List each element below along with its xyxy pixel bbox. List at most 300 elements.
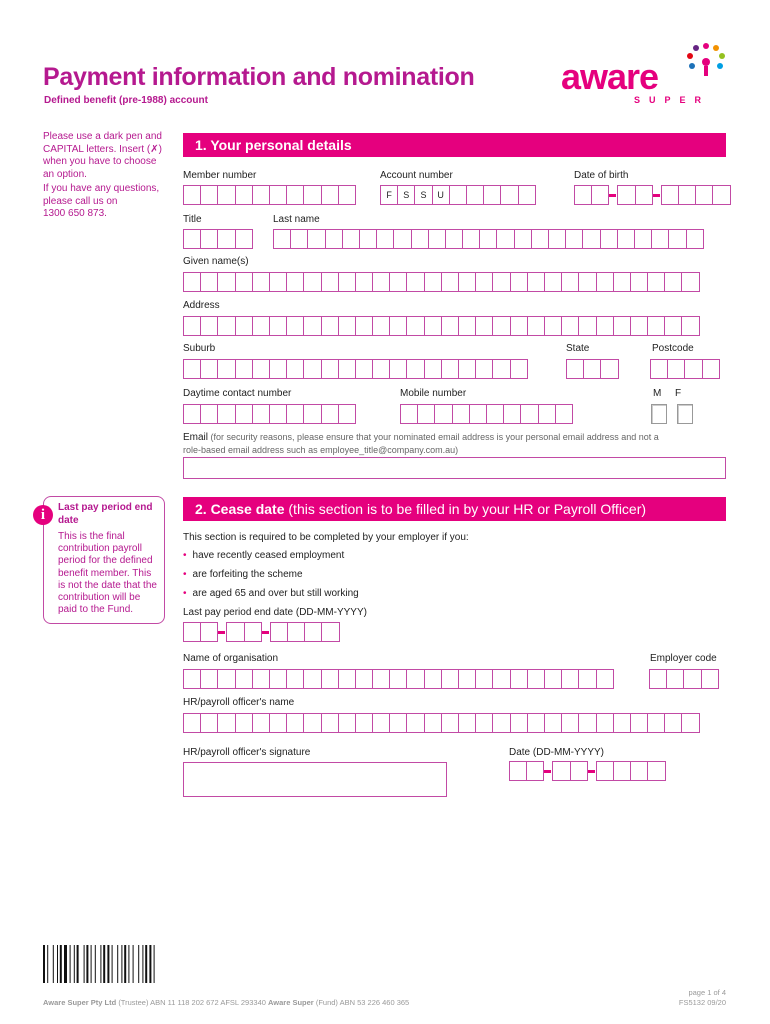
questions-text: If you have any questions, please call us on xyxy=(43,183,160,207)
email-field[interactable] xyxy=(183,457,726,479)
char-box[interactable] xyxy=(235,229,253,249)
char-box[interactable] xyxy=(359,229,377,249)
char-box[interactable] xyxy=(321,622,339,642)
char-box[interactable] xyxy=(526,761,544,781)
last-name-field[interactable] xyxy=(273,229,703,249)
char-box[interactable] xyxy=(269,669,287,689)
date-separator xyxy=(608,185,617,205)
char-box[interactable] xyxy=(200,316,218,336)
account-number-label: Account number xyxy=(380,170,453,181)
char-box[interactable] xyxy=(226,622,244,642)
suburb-field[interactable] xyxy=(183,359,527,379)
char-box[interactable] xyxy=(600,229,618,249)
char-box[interactable] xyxy=(338,404,356,424)
char-box[interactable] xyxy=(355,669,373,689)
last-name-label: Last name xyxy=(273,214,320,225)
char-box[interactable] xyxy=(452,404,470,424)
char-box[interactable] xyxy=(252,272,270,292)
char-box[interactable] xyxy=(552,761,570,781)
char-box[interactable] xyxy=(406,316,424,336)
email-note-1: (for security reasons, please ensure that your nominated email address is your personal email address and not a xyxy=(210,432,659,442)
char-box[interactable] xyxy=(252,404,270,424)
char-box[interactable] xyxy=(303,272,321,292)
signature-date-field[interactable] xyxy=(509,761,665,781)
char-box[interactable] xyxy=(406,272,424,292)
char-box[interactable] xyxy=(661,185,679,205)
char-box[interactable] xyxy=(600,359,618,379)
char-box[interactable] xyxy=(475,316,493,336)
section2-heading-main: 2. Cease date xyxy=(195,501,285,517)
char-box[interactable] xyxy=(200,359,218,379)
char-box[interactable] xyxy=(217,185,235,205)
char-box[interactable] xyxy=(417,404,435,424)
char-box[interactable] xyxy=(406,359,424,379)
char-box[interactable] xyxy=(681,316,699,336)
char-box[interactable] xyxy=(479,229,497,249)
char-box[interactable] xyxy=(548,229,566,249)
char-box[interactable] xyxy=(217,359,235,379)
char-box[interactable] xyxy=(583,359,601,379)
postcode-field[interactable] xyxy=(650,359,719,379)
last-pay-label: Last pay period end date (DD-MM-YYYY) xyxy=(183,607,367,618)
char-box[interactable] xyxy=(321,713,339,733)
char-box[interactable] xyxy=(527,669,545,689)
char-box[interactable] xyxy=(400,404,418,424)
char-box[interactable] xyxy=(531,229,549,249)
char-box[interactable] xyxy=(389,669,407,689)
char-box[interactable] xyxy=(424,272,442,292)
char-box[interactable] xyxy=(462,229,480,249)
char-box[interactable] xyxy=(338,272,356,292)
char-box[interactable] xyxy=(183,404,201,424)
char-box[interactable] xyxy=(510,713,528,733)
char-box[interactable] xyxy=(321,316,339,336)
officer-name-label: HR/payroll officer's name xyxy=(183,697,295,708)
char-box[interactable] xyxy=(372,713,390,733)
suburb-label: Suburb xyxy=(183,343,216,354)
char-box[interactable] xyxy=(570,761,588,781)
char-box[interactable] xyxy=(338,185,356,205)
char-box[interactable] xyxy=(649,669,667,689)
char-box[interactable] xyxy=(469,404,487,424)
char-box[interactable] xyxy=(338,316,356,336)
char-box[interactable] xyxy=(544,316,562,336)
char-box[interactable]: F xyxy=(380,185,398,205)
char-box[interactable] xyxy=(702,359,720,379)
char-box[interactable] xyxy=(492,713,510,733)
date-separator xyxy=(587,761,596,781)
char-box[interactable] xyxy=(269,272,287,292)
char-box[interactable] xyxy=(647,272,665,292)
char-box[interactable] xyxy=(561,669,579,689)
char-box[interactable] xyxy=(544,272,562,292)
char-box[interactable] xyxy=(441,713,459,733)
char-box[interactable] xyxy=(424,359,442,379)
char-box[interactable] xyxy=(183,622,201,642)
given-names-label: Given name(s) xyxy=(183,256,249,267)
char-box[interactable] xyxy=(509,761,527,781)
char-box[interactable] xyxy=(668,229,686,249)
char-box[interactable] xyxy=(270,622,288,642)
section2-intro: This section is required to be completed by your employer if you: xyxy=(183,532,469,543)
char-box[interactable] xyxy=(441,316,459,336)
char-box[interactable] xyxy=(441,272,459,292)
char-box[interactable] xyxy=(634,229,652,249)
char-box[interactable] xyxy=(355,272,373,292)
char-box[interactable] xyxy=(712,185,730,205)
char-box[interactable] xyxy=(183,185,201,205)
bullet-text: have recently ceased employment xyxy=(192,550,345,561)
char-box[interactable] xyxy=(406,669,424,689)
char-box[interactable] xyxy=(681,272,699,292)
char-box[interactable] xyxy=(510,669,528,689)
instructions-text: Please use a dark pen and CAPITAL letters. Insert (✗) when you have to choose an option. xyxy=(43,131,162,180)
char-box[interactable] xyxy=(235,359,253,379)
char-box[interactable] xyxy=(389,272,407,292)
char-box[interactable] xyxy=(269,404,287,424)
address-field[interactable] xyxy=(183,316,699,336)
trustee-details: (Trustee) ABN 11 118 202 672 AFSL 293340 xyxy=(118,998,266,1007)
female-checkbox[interactable] xyxy=(677,404,693,424)
char-box[interactable] xyxy=(200,404,218,424)
date-separator xyxy=(652,185,661,205)
char-box[interactable] xyxy=(492,359,510,379)
char-box[interactable] xyxy=(286,404,304,424)
char-box[interactable] xyxy=(269,713,287,733)
char-box[interactable] xyxy=(666,669,684,689)
char-box[interactable] xyxy=(342,229,360,249)
char-box[interactable] xyxy=(475,359,493,379)
char-box[interactable] xyxy=(544,713,562,733)
char-box[interactable] xyxy=(286,359,304,379)
char-box[interactable] xyxy=(200,229,218,249)
char-box[interactable] xyxy=(200,669,218,689)
char-box[interactable] xyxy=(492,669,510,689)
char-box[interactable] xyxy=(372,669,390,689)
char-box[interactable] xyxy=(269,185,287,205)
char-box[interactable] xyxy=(235,316,253,336)
char-box[interactable] xyxy=(217,229,235,249)
char-box[interactable] xyxy=(458,359,476,379)
char-box[interactable] xyxy=(578,272,596,292)
char-box[interactable] xyxy=(613,761,631,781)
char-box[interactable] xyxy=(678,185,696,205)
date-separator xyxy=(543,761,552,781)
char-box[interactable] xyxy=(411,229,429,249)
char-box[interactable] xyxy=(372,272,390,292)
char-box[interactable] xyxy=(424,669,442,689)
char-box[interactable] xyxy=(596,761,614,781)
char-box[interactable]: S xyxy=(397,185,415,205)
char-box[interactable] xyxy=(389,713,407,733)
char-box[interactable] xyxy=(303,316,321,336)
char-box[interactable] xyxy=(503,404,521,424)
email-label-block xyxy=(183,431,728,456)
char-box[interactable] xyxy=(538,404,556,424)
signature-field[interactable] xyxy=(183,762,447,797)
char-box[interactable] xyxy=(355,359,373,379)
char-box[interactable] xyxy=(303,359,321,379)
char-box[interactable] xyxy=(701,669,719,689)
char-box[interactable] xyxy=(613,713,631,733)
char-box[interactable] xyxy=(683,669,701,689)
section2-heading xyxy=(183,497,726,521)
char-box[interactable] xyxy=(483,185,501,205)
char-box[interactable] xyxy=(303,185,321,205)
info-icon: i xyxy=(33,505,53,525)
char-box[interactable] xyxy=(286,272,304,292)
char-box[interactable] xyxy=(617,185,635,205)
char-box[interactable] xyxy=(475,669,493,689)
bullet-item: • are forfeiting the scheme xyxy=(183,569,303,580)
char-box[interactable] xyxy=(235,272,253,292)
char-box[interactable] xyxy=(307,229,325,249)
char-box[interactable] xyxy=(434,404,452,424)
phone-number: 1300 650 873. xyxy=(43,208,107,219)
char-box[interactable] xyxy=(183,669,201,689)
char-box[interactable] xyxy=(286,713,304,733)
char-box[interactable] xyxy=(183,272,201,292)
char-box[interactable] xyxy=(269,316,287,336)
char-box[interactable] xyxy=(372,316,390,336)
fund-name: Aware Super xyxy=(268,998,314,1007)
char-box[interactable] xyxy=(651,229,669,249)
char-box[interactable] xyxy=(393,229,411,249)
char-box[interactable] xyxy=(518,185,536,205)
date-label: Date (DD-MM-YYYY) xyxy=(509,747,605,758)
char-box[interactable] xyxy=(630,272,648,292)
logo-people-icon xyxy=(676,38,736,78)
char-box[interactable] xyxy=(686,229,704,249)
char-box[interactable] xyxy=(635,185,653,205)
char-box[interactable] xyxy=(200,622,218,642)
date-separator xyxy=(217,622,226,642)
char-box[interactable] xyxy=(475,272,493,292)
trustee-name: Aware Super Pty Ltd xyxy=(43,998,117,1007)
title-field[interactable] xyxy=(183,229,252,249)
char-box[interactable] xyxy=(527,316,545,336)
char-box[interactable] xyxy=(574,185,592,205)
account-number-field[interactable] xyxy=(380,185,535,205)
char-box[interactable] xyxy=(303,713,321,733)
section2-heading-sub: (this section is to be filled in by your HR or Payroll Officer) xyxy=(288,501,647,517)
char-box[interactable] xyxy=(596,272,614,292)
char-box[interactable] xyxy=(561,316,579,336)
char-box[interactable] xyxy=(200,272,218,292)
char-box[interactable] xyxy=(500,185,518,205)
char-box[interactable] xyxy=(486,404,504,424)
char-box[interactable] xyxy=(252,316,270,336)
info-body: This is the final contribution payroll period for the defined benefit member. This is not the date that the contribution will be paid to the Fund. xyxy=(58,531,157,616)
char-box[interactable] xyxy=(321,272,339,292)
char-box[interactable] xyxy=(561,272,579,292)
char-box[interactable] xyxy=(475,713,493,733)
page-number-block xyxy=(640,988,726,1008)
male-label: M xyxy=(653,388,662,399)
char-box[interactable] xyxy=(449,185,467,205)
char-box[interactable] xyxy=(355,316,373,336)
char-box[interactable] xyxy=(183,713,201,733)
char-box[interactable] xyxy=(613,316,631,336)
char-box[interactable] xyxy=(303,669,321,689)
char-box[interactable] xyxy=(428,229,446,249)
char-box[interactable] xyxy=(578,316,596,336)
char-box[interactable] xyxy=(496,229,514,249)
char-box[interactable] xyxy=(561,713,579,733)
state-label: State xyxy=(566,343,590,354)
char-box[interactable] xyxy=(235,669,253,689)
char-box[interactable] xyxy=(304,622,322,642)
char-box[interactable] xyxy=(492,316,510,336)
char-box[interactable] xyxy=(510,359,528,379)
char-box[interactable] xyxy=(200,185,218,205)
char-box[interactable] xyxy=(582,229,600,249)
char-box[interactable] xyxy=(286,669,304,689)
char-box[interactable] xyxy=(424,713,442,733)
char-box[interactable] xyxy=(338,669,356,689)
address-label: Address xyxy=(183,300,220,311)
char-box[interactable] xyxy=(527,272,545,292)
mobile-number-field[interactable] xyxy=(400,404,572,424)
char-box[interactable] xyxy=(458,316,476,336)
char-box[interactable] xyxy=(286,185,304,205)
char-box[interactable] xyxy=(445,229,463,249)
char-box[interactable] xyxy=(286,316,304,336)
char-box[interactable] xyxy=(389,316,407,336)
char-box[interactable] xyxy=(303,404,321,424)
char-box[interactable] xyxy=(252,359,270,379)
char-box[interactable] xyxy=(667,359,685,379)
last-pay-date-field[interactable] xyxy=(183,622,339,642)
char-box[interactable] xyxy=(355,713,373,733)
char-box[interactable] xyxy=(183,229,201,249)
email-label: Email xyxy=(183,432,209,443)
dob-field[interactable] xyxy=(574,185,730,205)
char-box[interactable] xyxy=(325,229,343,249)
char-box[interactable] xyxy=(217,669,235,689)
char-box[interactable] xyxy=(269,359,287,379)
char-box[interactable] xyxy=(578,669,596,689)
bullet-item: • have recently ceased employment xyxy=(183,550,345,561)
char-box[interactable] xyxy=(617,229,635,249)
char-box[interactable] xyxy=(252,669,270,689)
char-box[interactable] xyxy=(252,185,270,205)
char-box[interactable] xyxy=(596,316,614,336)
char-box[interactable] xyxy=(458,272,476,292)
postcode-label: Postcode xyxy=(652,343,694,354)
char-box[interactable] xyxy=(338,359,356,379)
char-box[interactable] xyxy=(613,272,631,292)
char-box[interactable] xyxy=(647,761,665,781)
char-box[interactable] xyxy=(290,229,308,249)
char-box[interactable] xyxy=(217,316,235,336)
daytime-contact-field[interactable] xyxy=(183,404,355,424)
char-box[interactable] xyxy=(441,669,459,689)
char-box[interactable] xyxy=(695,185,713,205)
char-box[interactable] xyxy=(664,316,682,336)
given-names-field[interactable] xyxy=(183,272,699,292)
char-box[interactable] xyxy=(596,713,614,733)
char-box[interactable]: U xyxy=(432,185,450,205)
char-box[interactable] xyxy=(630,713,648,733)
char-box[interactable] xyxy=(273,229,291,249)
char-box[interactable] xyxy=(406,713,424,733)
char-box[interactable] xyxy=(338,713,356,733)
char-box[interactable] xyxy=(235,404,253,424)
char-box[interactable] xyxy=(424,316,442,336)
char-box[interactable] xyxy=(527,713,545,733)
char-box[interactable] xyxy=(217,272,235,292)
char-box[interactable] xyxy=(441,359,459,379)
char-box[interactable] xyxy=(200,713,218,733)
char-box[interactable] xyxy=(321,404,339,424)
char-box[interactable] xyxy=(566,359,584,379)
char-box[interactable] xyxy=(514,229,532,249)
char-box[interactable] xyxy=(647,316,665,336)
char-box[interactable] xyxy=(466,185,484,205)
char-box[interactable] xyxy=(650,359,668,379)
char-box[interactable] xyxy=(591,185,609,205)
barcode-image xyxy=(43,945,167,987)
char-box[interactable] xyxy=(458,669,476,689)
char-box[interactable] xyxy=(321,185,339,205)
char-box[interactable] xyxy=(520,404,538,424)
char-box[interactable] xyxy=(578,713,596,733)
char-box[interactable] xyxy=(684,359,702,379)
char-box[interactable] xyxy=(596,669,614,689)
char-box[interactable] xyxy=(372,359,390,379)
employer-code-field[interactable] xyxy=(649,669,718,689)
char-box[interactable] xyxy=(217,713,235,733)
male-checkbox[interactable] xyxy=(651,404,667,424)
char-box[interactable] xyxy=(555,404,573,424)
char-box[interactable] xyxy=(510,316,528,336)
char-box[interactable] xyxy=(183,316,201,336)
logo-wordmark: aware xyxy=(561,56,659,97)
char-box[interactable] xyxy=(321,359,339,379)
char-box[interactable] xyxy=(664,713,682,733)
char-box[interactable] xyxy=(630,316,648,336)
char-box[interactable] xyxy=(681,713,699,733)
member-number-field[interactable] xyxy=(183,185,355,205)
char-box[interactable] xyxy=(630,761,648,781)
char-box[interactable] xyxy=(376,229,394,249)
char-box[interactable] xyxy=(235,185,253,205)
char-box[interactable] xyxy=(321,669,339,689)
char-box[interactable] xyxy=(492,272,510,292)
char-box[interactable] xyxy=(252,713,270,733)
char-box[interactable] xyxy=(647,713,665,733)
char-box[interactable] xyxy=(235,713,253,733)
organisation-field[interactable] xyxy=(183,669,613,689)
section1-heading: 1. Your personal details xyxy=(183,133,726,157)
char-box[interactable] xyxy=(389,359,407,379)
char-box[interactable] xyxy=(510,272,528,292)
char-box[interactable] xyxy=(544,669,562,689)
char-box[interactable] xyxy=(664,272,682,292)
state-field[interactable] xyxy=(566,359,618,379)
char-box[interactable] xyxy=(217,404,235,424)
char-box[interactable] xyxy=(458,713,476,733)
char-box[interactable] xyxy=(565,229,583,249)
char-box[interactable] xyxy=(244,622,262,642)
char-box[interactable] xyxy=(287,622,305,642)
char-box[interactable]: S xyxy=(414,185,432,205)
mobile-number-label: Mobile number xyxy=(400,388,467,399)
char-box[interactable] xyxy=(183,359,201,379)
officer-name-field[interactable] xyxy=(183,713,699,733)
bullet-text: are aged 65 and over but still working xyxy=(192,588,359,599)
